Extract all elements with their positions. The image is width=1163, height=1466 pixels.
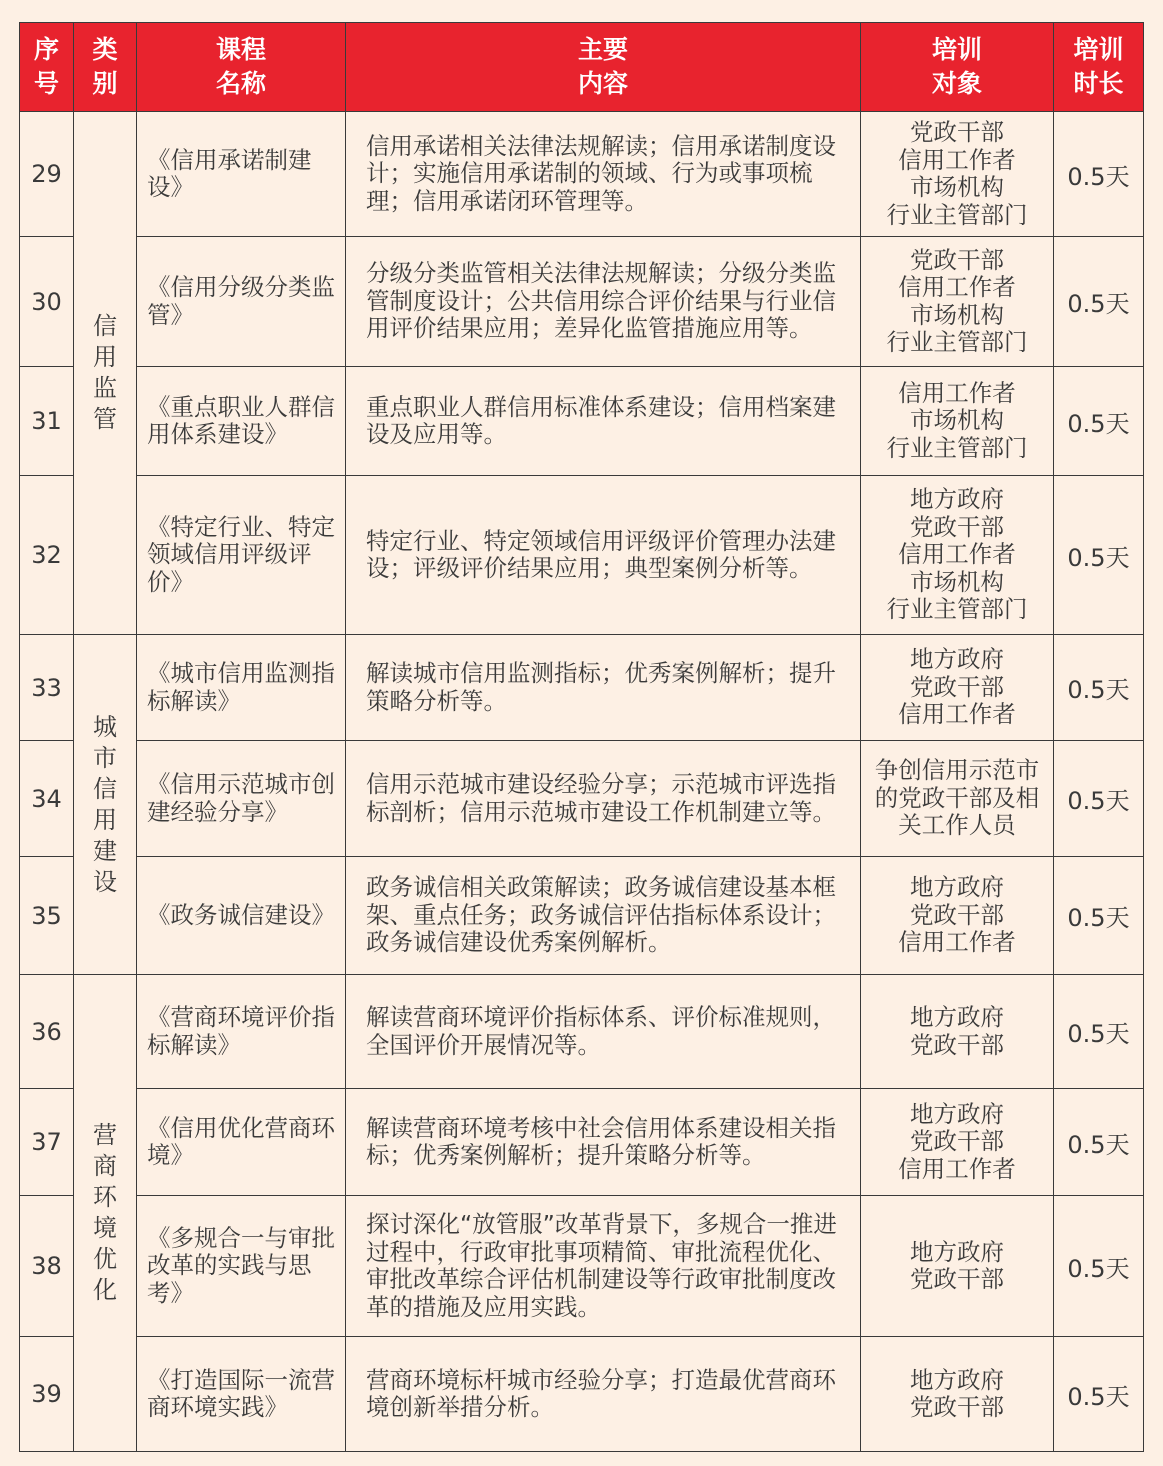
table-row [20,1196,1144,1337]
course-name: 《信用分级分类监管》 [137,237,346,367]
course-table [19,22,1144,1452]
table-row [20,112,1144,237]
course-name: 《城市信用监测指标解读》 [137,635,346,741]
training-duration: 0.5天 [1054,975,1144,1089]
course-name: 《特定行业、特定领域信用评级评价》 [137,476,346,635]
course-content: 解读营商环境考核中社会信用体系建设相关指标；优秀案例解析；提升策略分析等。 [346,1089,861,1196]
header-no: 序 号 [20,23,74,112]
table-row [20,1089,1144,1196]
training-target: 地方政府 党政干部 [861,1337,1054,1452]
training-target: 党政干部 信用工作者 市场机构 行业主管部门 [861,112,1054,237]
course-name: 《营商环境评价指标解读》 [137,975,346,1089]
course-name: 《多规合一与审批改革的实践与思考》 [137,1196,346,1337]
header-target: 培训 对象 [861,23,1054,112]
training-target: 地方政府 党政干部 [861,1196,1054,1337]
table-row [20,975,1144,1089]
header-category: 类 别 [74,23,137,112]
row-number: 37 [20,1089,74,1196]
training-target: 地方政府 党政干部 [861,975,1054,1089]
row-number: 31 [20,367,74,476]
course-content: 特定行业、特定领域信用评级评价管理办法建设；评级评价结果应用；典型案例分析等。 [346,476,861,635]
table-row [20,635,1144,741]
course-content: 解读营商环境评价指标体系、评价标准规则，全国评价开展情况等。 [346,975,861,1089]
training-duration: 0.5天 [1054,112,1144,237]
category-cell: 城 市 信 用 建 设 [74,635,137,975]
row-number: 36 [20,975,74,1089]
course-name: 《信用承诺制建设》 [137,112,346,237]
header-row [20,23,1144,112]
row-number: 29 [20,112,74,237]
table-row [20,367,1144,476]
training-target: 地方政府 党政干部 信用工作者 [861,857,1054,975]
course-content: 政务诚信相关政策解读；政务诚信建设基本框架、重点任务；政务诚信评估指标体系设计；政务诚信建设优秀案例解析。 [346,857,861,975]
training-duration: 0.5天 [1054,476,1144,635]
training-duration: 0.5天 [1054,1337,1144,1452]
category-cell: 信 用 监 管 [74,112,137,635]
course-content: 营商环境标杆城市经验分享；打造最优营商环境创新举措分析。 [346,1337,861,1452]
training-duration: 0.5天 [1054,237,1144,367]
table-row [20,741,1144,857]
course-name: 《信用示范城市创建经验分享》 [137,741,346,857]
header-content: 主要 内容 [346,23,861,112]
row-number: 35 [20,857,74,975]
category-cell: 营 商 环 境 优 化 [74,975,137,1452]
row-number: 30 [20,237,74,367]
training-target: 地方政府 党政干部 信用工作者 市场机构 行业主管部门 [861,476,1054,635]
table-row [20,476,1144,635]
header-course-name: 课程 名称 [137,23,346,112]
table-row [20,237,1144,367]
course-content: 探讨深化“放管服”改革背景下，多规合一推进过程中，行政审批事项精简、审批流程优化、审批改革综合评估机制建设等行政审批制度改革的措施及应用实践。 [346,1196,861,1337]
training-target: 争创信用示范市 的党政干部及相 关工作人员 [861,741,1054,857]
training-target: 地方政府 党政干部 信用工作者 [861,635,1054,741]
row-number: 33 [20,635,74,741]
training-duration: 0.5天 [1054,1196,1144,1337]
training-target: 党政干部 信用工作者 市场机构 行业主管部门 [861,237,1054,367]
course-content: 分级分类监管相关法律法规解读；分级分类监管制度设计；公共信用综合评价结果与行业信用评价结果应用；差异化监管措施应用等。 [346,237,861,367]
course-content: 信用示范城市建设经验分享；示范城市评选指标剖析；信用示范城市建设工作机制建立等。 [346,741,861,857]
course-content: 信用承诺相关法律法规解读；信用承诺制度设计；实施信用承诺制的领域、行为或事项梳理；信用承诺闭环管理等。 [346,112,861,237]
training-duration: 0.5天 [1054,857,1144,975]
course-content: 解读城市信用监测指标；优秀案例解析；提升策略分析等。 [346,635,861,741]
table-row [20,857,1144,975]
row-number: 38 [20,1196,74,1337]
course-name: 《重点职业人群信用体系建设》 [137,367,346,476]
course-name: 《打造国际一流营商环境实践》 [137,1337,346,1452]
row-number: 34 [20,741,74,857]
training-duration: 0.5天 [1054,635,1144,741]
training-duration: 0.5天 [1054,1089,1144,1196]
training-duration: 0.5天 [1054,741,1144,857]
training-target: 信用工作者 市场机构 行业主管部门 [861,367,1054,476]
training-duration: 0.5天 [1054,367,1144,476]
training-target: 地方政府 党政干部 信用工作者 [861,1089,1054,1196]
course-name: 《信用优化营商环境》 [137,1089,346,1196]
row-number: 32 [20,476,74,635]
header-duration: 培训 时长 [1054,23,1144,112]
table-row [20,1337,1144,1452]
course-name: 《政务诚信建设》 [137,857,346,975]
course-content: 重点职业人群信用标准体系建设；信用档案建设及应用等。 [346,367,861,476]
row-number: 39 [20,1337,74,1452]
